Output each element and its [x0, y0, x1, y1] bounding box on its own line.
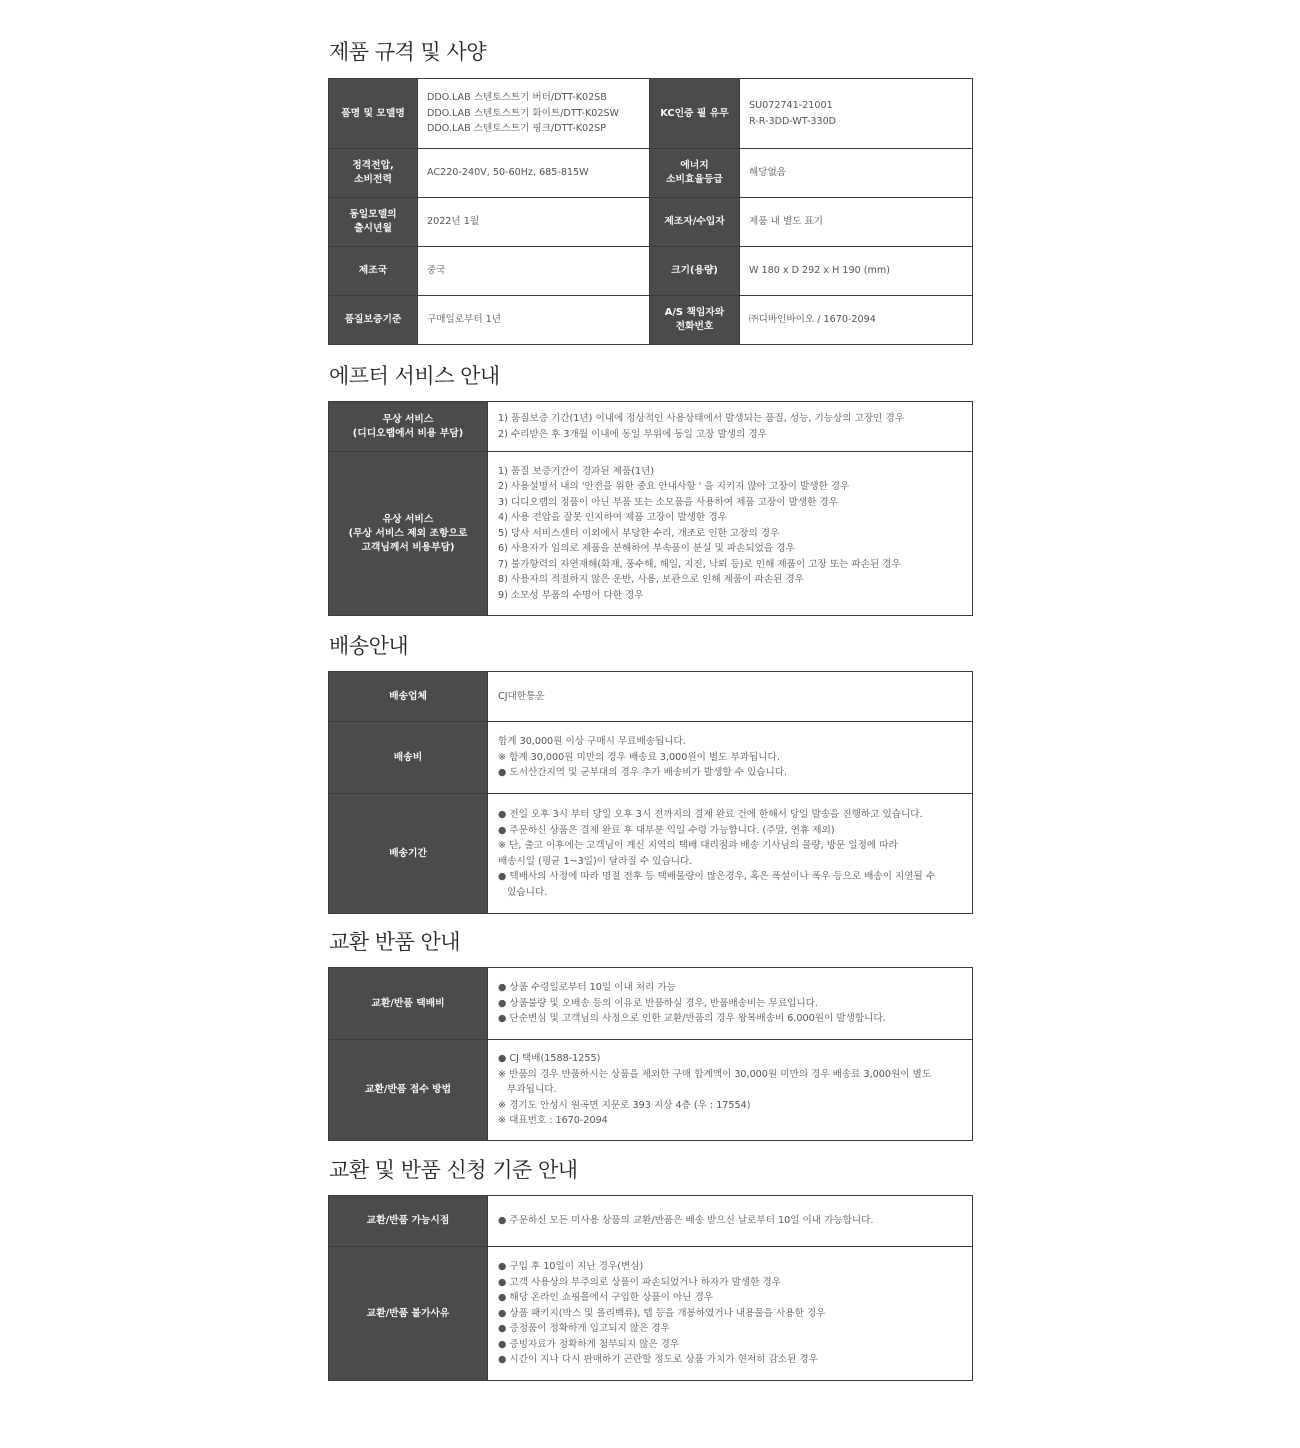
delivery-content: 합계 30,000원 이상 구매시 무료배송됩니다. ※ 합계 30,000원 미만의 경우 배송료 3,000원이 별도 부과됩니다. ● 도서산간지역 및 군부대의 경우 추가 배송비가 발생할 수 있습니다.	[488, 722, 973, 794]
exchange-section-title: 교환 반품 안내	[329, 930, 461, 954]
criteria-label: 교환/반품 가능시점	[329, 1196, 488, 1247]
as-label: 유상 서비스 (무상 서비스 제외 조항으로 고객님께서 비용부담)	[329, 452, 488, 616]
spec-label: 제조국	[329, 247, 418, 296]
spec-label: 제조자/수입자	[650, 198, 740, 247]
exchange-table	[328, 967, 973, 1141]
spec-label: 품질보증기준	[329, 296, 418, 345]
delivery-table	[328, 671, 973, 914]
spec-label: 크기(용량)	[650, 247, 740, 296]
as-row	[329, 452, 973, 616]
spec-value: W 180 x D 292 x H 190 (mm)	[740, 247, 973, 296]
exchange-row	[329, 1040, 973, 1141]
spec-value: DDO.LAB 스텐토스트기 버터/DTT-K02SB DDO.LAB 스텐토스트기 화이트/DTT-K02SW DDO.LAB 스텐토스트기 핑크/DTT-K02SP	[418, 79, 650, 149]
as-content: 1) 품질 보증기간이 경과된 제품(1년) 2) 사용설명서 내의 '안전을 위한 중요 안내사항 ' 을 지키지 않아 고장이 발생한 경우 3) 디디오랩의 정품이 아닌 부품 또는 소모품을 사용하여 제품 고장이 발생한 경우 4) 사용 전압을 잘못 인지하여 제품 고장이 발생한 경우 5) 당사 서비스센터 이외에서 부당한 수리, 개조로 인한 고장의 경우 6) 사용자가 임의로 제품을 분해하여 부속품이 분실 및 파손되었을 경우 7) 불가항력의 자연재해(화재, 풍수해, 해일, 지진, 낙뢰 등)로 인해 제품이 고장 또는 파손된 경우 8) 사용자의 적절하지 않은 운반, 사용, 보관으로 인해 제품이 파손된 경우 9) 소모성 부품의 수명이 다한 경우	[488, 452, 973, 616]
delivery-row	[329, 722, 973, 794]
criteria-section-title: 교환 및 반품 신청 기준 안내	[329, 1158, 578, 1182]
exchange-label: 교환/반품 택배비	[329, 968, 488, 1040]
spec-row	[329, 149, 973, 198]
criteria-label: 교환/반품 불가사유	[329, 1247, 488, 1381]
spec-value: ㈜디바인바이오 / 1670-2094	[740, 296, 973, 345]
delivery-content: CJ대한통운	[488, 672, 973, 722]
delivery-section-title: 배송안내	[329, 634, 409, 658]
as-content: 1) 품질보증 기간(1년) 이내에 정상적인 사용상태에서 발생되는 품질, 성능, 기능상의 고장인 경우 2) 수리받은 후 3개월 이내에 동일 부위에 동일 고장 발생의 경우	[488, 402, 973, 452]
as-section-title: 에프터 서비스 안내	[329, 364, 500, 388]
spec-row	[329, 247, 973, 296]
spec-value: SU072741-21001 R-R-3DD-WT-330D	[740, 79, 973, 149]
exchange-content: ● CJ 택배(1588-1255) ※ 반품의 경우 반품하시는 상품을 제외한 구매 합계액이 30,000원 미만의 경우 배송료 3,000원이 별도 부과됩니다. ※ 경기도 안성시 원곡면 지문로 393 지상 4층 (우 : 17554) ※ 대표번호 : 1670-2094	[488, 1040, 973, 1141]
delivery-label: 배송비	[329, 722, 488, 794]
delivery-row	[329, 672, 973, 722]
as-label: 무상 서비스 (디디오랩에서 비용 부담)	[329, 402, 488, 452]
spec-value: 제품 내 별도 표기	[740, 198, 973, 247]
as-row	[329, 402, 973, 452]
criteria-row	[329, 1196, 973, 1247]
spec-row	[329, 79, 973, 149]
criteria-content: ● 주문하신 모든 미사용 상품의 교환/반품은 배송 받으신 날로부터 10일 이내 가능합니다.	[488, 1196, 973, 1247]
as-table	[328, 401, 973, 616]
exchange-row	[329, 968, 973, 1040]
spec-row	[329, 198, 973, 247]
spec-label: 정격전압, 소비전력	[329, 149, 418, 198]
criteria-content: ● 구입 후 10일이 지난 경우(변심) ● 고객 사용상의 부주의로 상품이 파손되었거나 하자가 발생한 경우 ● 해당 온라인 쇼핑몰에서 구입한 상품이 아닌 경우 ● 상품 패키지(박스 및 폴리백류), 텝 등을 개봉하였거나 내용물을 사용한 경우 ● 증정품이 정확하게 입고되지 않은 경우 ● 증빙자료가 정확하게 첨부되지 않은 경우 ● 시간이 지나 다시 판매하기 곤란할 정도로 상품 가치가 현저히 감소된 경우	[488, 1247, 973, 1381]
spec-value: 2022년 1월	[418, 198, 650, 247]
spec-label: 에너지 소비효율등급	[650, 149, 740, 198]
criteria-row	[329, 1247, 973, 1381]
delivery-label: 배송업체	[329, 672, 488, 722]
spec-label: KC인증 필 유무	[650, 79, 740, 149]
exchange-label: 교환/반품 접수 방법	[329, 1040, 488, 1141]
spec-value: AC220-240V, 50-60Hz, 685-815W	[418, 149, 650, 198]
spec-value: 구매일로부터 1년	[418, 296, 650, 345]
spec-value: 중국	[418, 247, 650, 296]
spec-row	[329, 296, 973, 345]
spec-section-title: 제품 규격 및 사양	[329, 40, 487, 64]
spec-value: 해당없음	[740, 149, 973, 198]
spec-label: A/S 책임자와 전화번호	[650, 296, 740, 345]
criteria-table	[328, 1195, 973, 1381]
delivery-content: ● 전일 오후 3시 부터 당일 오후 3시 전까지의 결제 완료 건에 한해서 당일 발송을 진행하고 있습니다. ● 주문하신 상품은 결제 완료 후 대부분 익일 수령 가능합니다. (주말, 연휴 제외) ※ 단, 출고 이후에는 고객님이 계신 지역의 택배 대리점과 배송 기사님의 물량, 방문 일정에 따라 배송시일 (평균 1~3일)이 달라질 수 있습니다. ● 택배사의 사정에 따라 명절 전후 등 택배물량이 많은경우, 혹은 폭설이나 폭우 등으로 배송이 지연될 수 있습니다.	[488, 794, 973, 914]
exchange-content: ● 상품 수령일로부터 10일 이내 처리 가능 ● 상품불량 및 오배송 등의 이유로 반품하실 경우, 반품배송비는 무료입니다. ● 단순변심 및 고객님의 사정으로 인한 교환/반품의 경우 왕복배송비 6,000원이 발생합니다.	[488, 968, 973, 1040]
spec-label: 품명 및 모델명	[329, 79, 418, 149]
delivery-row	[329, 794, 973, 914]
delivery-label: 배송기간	[329, 794, 488, 914]
spec-label: 동일모델의 출시년월	[329, 198, 418, 247]
spec-table	[328, 78, 973, 345]
